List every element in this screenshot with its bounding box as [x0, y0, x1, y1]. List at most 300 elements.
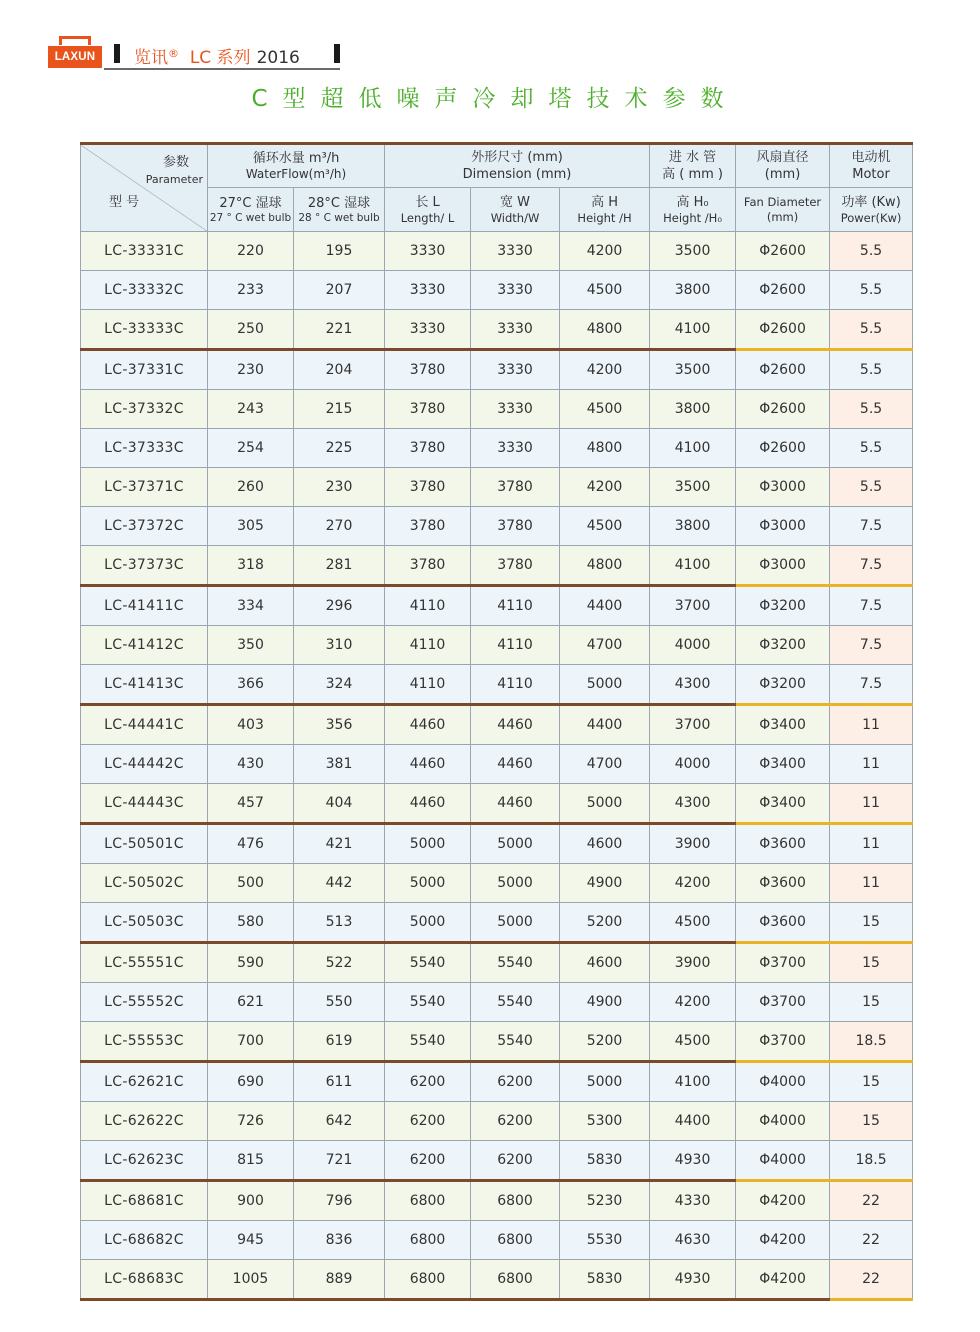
cell-inlet-height: 3700	[650, 586, 736, 626]
cell-inlet-height: 4500	[650, 1022, 736, 1062]
cell-fan-diameter: Φ3000	[736, 507, 830, 546]
cell-height: 5000	[560, 665, 650, 705]
power-en: Power(Kw)	[840, 210, 902, 225]
cell-width: 4110	[471, 586, 560, 626]
inlet-cn: 进 水 管	[668, 150, 717, 165]
cell-flow-27: 403	[208, 705, 294, 745]
width-cn: 宽 W	[500, 194, 531, 210]
cell-motor-power: 5.5	[830, 468, 913, 507]
cell-fan-diameter: Φ3700	[736, 1022, 830, 1062]
cell-model: LC-37371C	[81, 468, 208, 507]
cell-motor-power: 5.5	[830, 429, 913, 468]
cell-height: 4200	[560, 232, 650, 271]
table-row	[81, 1102, 913, 1141]
cell-fan-diameter: Φ3400	[736, 745, 830, 784]
cell-motor-power: 5.5	[830, 271, 913, 310]
cell-length: 3780	[385, 546, 471, 586]
cell-motor-power: 18.5	[830, 1022, 913, 1062]
cell-fan-diameter: Φ3200	[736, 586, 830, 626]
cell-flow-27: 500	[208, 864, 294, 903]
cell-motor-power: 15	[830, 1102, 913, 1141]
cell-motor-power: 22	[830, 1181, 913, 1221]
cell-length: 3780	[385, 468, 471, 507]
cell-inlet-height: 4500	[650, 903, 736, 943]
waterflow-header	[208, 144, 385, 188]
cell-motor-power: 11	[830, 745, 913, 784]
cell-flow-27: 350	[208, 626, 294, 665]
spec-table-body	[81, 232, 913, 1300]
cell-flow-28: 310	[294, 626, 385, 665]
table-row	[81, 824, 913, 864]
cell-model: LC-68682C	[81, 1221, 208, 1260]
series-year: 2016	[256, 48, 300, 68]
cell-flow-27: 254	[208, 429, 294, 468]
cell-flow-27: 457	[208, 784, 294, 824]
waterflow-cn: 循环水量 m³/h	[252, 151, 340, 166]
cell-flow-28: 642	[294, 1102, 385, 1141]
cell-width: 3780	[471, 546, 560, 586]
inlet-height-header	[650, 188, 736, 232]
width-en: Width/W	[490, 210, 540, 225]
cell-fan-diameter: Φ3600	[736, 824, 830, 864]
brand-label	[134, 40, 300, 68]
cell-motor-power: 7.5	[830, 586, 913, 626]
cell-width: 3780	[471, 468, 560, 507]
cell-width: 3330	[471, 271, 560, 310]
cell-motor-power: 15	[830, 1062, 913, 1102]
cell-motor-power: 15	[830, 983, 913, 1022]
cell-flow-27: 726	[208, 1102, 294, 1141]
cell-flow-28: 611	[294, 1062, 385, 1102]
cell-flow-27: 305	[208, 507, 294, 546]
logo-text: LAXUN	[48, 46, 102, 68]
cell-length: 5540	[385, 943, 471, 983]
cell-flow-28: 230	[294, 468, 385, 507]
cell-width: 3330	[471, 429, 560, 468]
dimension-cn: 外形尺寸 (mm)	[471, 150, 563, 165]
cell-flow-27: 318	[208, 546, 294, 586]
cell-inlet-height: 3500	[650, 350, 736, 390]
cell-flow-28: 721	[294, 1141, 385, 1181]
cell-length: 3780	[385, 350, 471, 390]
corner-header	[81, 144, 208, 232]
cell-model: LC-44441C	[81, 705, 208, 745]
cell-height: 4600	[560, 824, 650, 864]
table-row	[81, 271, 913, 310]
cell-flow-28: 195	[294, 232, 385, 271]
cell-flow-28: 296	[294, 586, 385, 626]
cell-motor-power: 7.5	[830, 626, 913, 665]
cell-height: 4800	[560, 546, 650, 586]
cell-length: 6200	[385, 1102, 471, 1141]
table-row	[81, 864, 913, 903]
cell-width: 3330	[471, 232, 560, 271]
table-row	[81, 350, 913, 390]
cell-inlet-height: 4300	[650, 665, 736, 705]
cell-flow-28: 889	[294, 1260, 385, 1300]
table-row	[81, 546, 913, 586]
cell-model: LC-55551C	[81, 943, 208, 983]
dimension-en: Dimension (mm)	[462, 167, 572, 182]
height-cn: 高 H	[591, 194, 618, 210]
cell-inlet-height: 4000	[650, 745, 736, 784]
cell-motor-power: 15	[830, 903, 913, 943]
cell-flow-27: 220	[208, 232, 294, 271]
cell-fan-diameter: Φ3600	[736, 903, 830, 943]
cell-width: 5540	[471, 943, 560, 983]
cell-motor-power: 11	[830, 705, 913, 745]
cell-fan-diameter: Φ2600	[736, 429, 830, 468]
cell-flow-27: 945	[208, 1221, 294, 1260]
table-row	[81, 903, 913, 943]
cell-length: 5000	[385, 903, 471, 943]
cell-width: 6800	[471, 1260, 560, 1300]
cell-length: 5000	[385, 864, 471, 903]
cell-width: 4110	[471, 626, 560, 665]
cell-height: 5200	[560, 903, 650, 943]
cell-length: 5540	[385, 1022, 471, 1062]
cell-width: 6200	[471, 1102, 560, 1141]
brand-name: 览讯	[134, 48, 168, 68]
cell-model: LC-68683C	[81, 1260, 208, 1300]
table-row	[81, 1062, 913, 1102]
cell-inlet-height: 4100	[650, 1062, 736, 1102]
cell-fan-diameter: Φ3200	[736, 665, 830, 705]
table-row	[81, 745, 913, 784]
cell-height: 4900	[560, 864, 650, 903]
cell-model: LC-44443C	[81, 784, 208, 824]
cell-motor-power: 5.5	[830, 350, 913, 390]
cell-inlet-height: 3800	[650, 271, 736, 310]
cell-fan-diameter: Φ3000	[736, 468, 830, 507]
cell-flow-28: 221	[294, 310, 385, 350]
cell-length: 4110	[385, 665, 471, 705]
cell-length: 3780	[385, 390, 471, 429]
fan-header	[736, 144, 830, 188]
cell-width: 3330	[471, 390, 560, 429]
cell-fan-diameter: Φ2600	[736, 271, 830, 310]
cell-fan-diameter: Φ3600	[736, 864, 830, 903]
cell-length: 5540	[385, 983, 471, 1022]
cell-flow-27: 580	[208, 903, 294, 943]
cell-model: LC-50501C	[81, 824, 208, 864]
cell-height: 5830	[560, 1141, 650, 1181]
spec-table	[80, 142, 913, 1301]
table-row	[81, 468, 913, 507]
cell-width: 6800	[471, 1181, 560, 1221]
height-en: Height /H	[577, 210, 632, 225]
length-header	[385, 188, 471, 232]
cell-height: 5230	[560, 1181, 650, 1221]
cell-model: LC-44442C	[81, 745, 208, 784]
cell-model: LC-41411C	[81, 586, 208, 626]
corner-param-en: Parameter	[145, 173, 203, 186]
cell-inlet-height: 4200	[650, 864, 736, 903]
cell-fan-diameter: Φ4000	[736, 1141, 830, 1181]
cell-motor-power: 22	[830, 1260, 913, 1300]
cell-flow-27: 1005	[208, 1260, 294, 1300]
series-name: LC 系列	[189, 48, 251, 68]
cell-flow-27: 900	[208, 1181, 294, 1221]
dimension-header	[385, 144, 650, 188]
brand-bar-right	[334, 44, 340, 63]
cell-model: LC-50503C	[81, 903, 208, 943]
cell-flow-27: 260	[208, 468, 294, 507]
cell-flow-28: 207	[294, 271, 385, 310]
cell-height: 4400	[560, 586, 650, 626]
cell-model: LC-33331C	[81, 232, 208, 271]
registered-mark: ®	[168, 47, 179, 60]
table-row	[81, 310, 913, 350]
cell-model: LC-62622C	[81, 1102, 208, 1141]
cell-flow-28: 513	[294, 903, 385, 943]
cell-model: LC-37373C	[81, 546, 208, 586]
cell-fan-diameter: Φ4200	[736, 1260, 830, 1300]
cell-flow-28: 442	[294, 864, 385, 903]
waterflow-en: WaterFlow(m³/h)	[245, 167, 347, 181]
cell-motor-power: 5.5	[830, 390, 913, 429]
cell-flow-28: 204	[294, 350, 385, 390]
cell-width: 4460	[471, 745, 560, 784]
cell-height: 4700	[560, 626, 650, 665]
wb27-en: 27 ° C wet bulb	[209, 211, 292, 224]
cell-width: 6800	[471, 1221, 560, 1260]
cell-flow-28: 215	[294, 390, 385, 429]
cell-length: 6200	[385, 1062, 471, 1102]
fan-en2: (mm)	[766, 209, 799, 224]
cell-height: 4900	[560, 983, 650, 1022]
cell-fan-diameter: Φ3000	[736, 546, 830, 586]
cell-flow-28: 381	[294, 745, 385, 784]
cell-length: 4460	[385, 705, 471, 745]
cell-model: LC-55553C	[81, 1022, 208, 1062]
table-row	[81, 943, 913, 983]
cell-model: LC-37331C	[81, 350, 208, 390]
cell-model: LC-68681C	[81, 1181, 208, 1221]
cell-model: LC-50502C	[81, 864, 208, 903]
cell-height: 4500	[560, 507, 650, 546]
cell-fan-diameter: Φ3400	[736, 705, 830, 745]
cell-flow-28: 225	[294, 429, 385, 468]
cell-inlet-height: 4400	[650, 1102, 736, 1141]
inlet-header	[650, 144, 736, 188]
cell-height: 5830	[560, 1260, 650, 1300]
brand-line	[104, 40, 340, 70]
cell-width: 5000	[471, 903, 560, 943]
cell-inlet-height: 3500	[650, 232, 736, 271]
cell-flow-27: 250	[208, 310, 294, 350]
wb27-cn: 27°C 湿球	[219, 195, 282, 211]
cell-model: LC-62623C	[81, 1141, 208, 1181]
cell-height: 5530	[560, 1221, 650, 1260]
cell-flow-28: 619	[294, 1022, 385, 1062]
cell-inlet-height: 4200	[650, 983, 736, 1022]
cell-inlet-height: 3900	[650, 824, 736, 864]
cell-fan-diameter: Φ4200	[736, 1221, 830, 1260]
cell-inlet-height: 3700	[650, 705, 736, 745]
cell-flow-28: 421	[294, 824, 385, 864]
wb28-en: 28 ° C wet bulb	[298, 211, 380, 224]
cell-length: 3330	[385, 271, 471, 310]
table-row	[81, 507, 913, 546]
cell-height: 4800	[560, 429, 650, 468]
inlet-height-cn: 高 H₀	[676, 194, 709, 210]
cell-inlet-height: 4100	[650, 546, 736, 586]
cell-height: 4200	[560, 468, 650, 507]
table-row	[81, 626, 913, 665]
cell-width: 5000	[471, 824, 560, 864]
cell-inlet-height: 4630	[650, 1221, 736, 1260]
power-cn: 功率 (Kw)	[841, 194, 901, 210]
motor-cn: 电动机	[851, 150, 891, 165]
cell-model: LC-33332C	[81, 271, 208, 310]
cell-inlet-height: 3500	[650, 468, 736, 507]
cell-width: 6200	[471, 1141, 560, 1181]
fan-diameter-header	[736, 188, 830, 232]
width-header	[471, 188, 560, 232]
fan-cn: 风扇直径	[756, 150, 809, 165]
cell-height: 5300	[560, 1102, 650, 1141]
table-row	[81, 784, 913, 824]
table-row	[81, 1260, 913, 1300]
cell-fan-diameter: Φ3700	[736, 983, 830, 1022]
cell-model: LC-41412C	[81, 626, 208, 665]
laxun-logo	[48, 36, 102, 68]
cell-length: 4110	[385, 586, 471, 626]
cell-model: LC-37332C	[81, 390, 208, 429]
cell-motor-power: 7.5	[830, 665, 913, 705]
cell-flow-27: 476	[208, 824, 294, 864]
cell-flow-28: 796	[294, 1181, 385, 1221]
cell-fan-diameter: Φ4200	[736, 1181, 830, 1221]
cell-inlet-height: 3900	[650, 943, 736, 983]
brand-bar-left	[114, 44, 120, 63]
cell-flow-28: 356	[294, 705, 385, 745]
cell-inlet-height: 4100	[650, 310, 736, 350]
cell-inlet-height: 3800	[650, 507, 736, 546]
wb27-header	[208, 188, 294, 232]
cell-length: 4110	[385, 626, 471, 665]
cell-height: 5000	[560, 784, 650, 824]
cell-motor-power: 11	[830, 784, 913, 824]
motor-header	[830, 144, 913, 188]
corner-param-cn: 参数	[162, 155, 189, 170]
cell-inlet-height: 4100	[650, 429, 736, 468]
cell-width: 4110	[471, 665, 560, 705]
cell-flow-28: 281	[294, 546, 385, 586]
cell-motor-power: 15	[830, 943, 913, 983]
cell-model: LC-37333C	[81, 429, 208, 468]
cell-fan-diameter: Φ2600	[736, 310, 830, 350]
cell-flow-27: 590	[208, 943, 294, 983]
cell-flow-27: 366	[208, 665, 294, 705]
cell-length: 4460	[385, 745, 471, 784]
cell-height: 4200	[560, 350, 650, 390]
cell-flow-28: 836	[294, 1221, 385, 1260]
cell-model: LC-33333C	[81, 310, 208, 350]
cell-length: 3330	[385, 310, 471, 350]
cell-flow-28: 522	[294, 943, 385, 983]
table-row	[81, 390, 913, 429]
cell-height: 5000	[560, 1062, 650, 1102]
cell-inlet-height: 4930	[650, 1141, 736, 1181]
cell-width: 4460	[471, 705, 560, 745]
cell-width: 3330	[471, 350, 560, 390]
table-row	[81, 586, 913, 626]
cell-inlet-height: 4930	[650, 1260, 736, 1300]
height-header	[560, 188, 650, 232]
table-row	[81, 1141, 913, 1181]
cell-width: 5540	[471, 1022, 560, 1062]
cell-flow-27: 334	[208, 586, 294, 626]
cell-motor-power: 7.5	[830, 546, 913, 586]
cell-flow-28: 404	[294, 784, 385, 824]
cell-inlet-height: 3800	[650, 390, 736, 429]
cell-width: 6200	[471, 1062, 560, 1102]
motor-en: Motor	[852, 167, 890, 182]
inlet-height-en: Height /H₀	[663, 210, 722, 225]
cell-motor-power: 11	[830, 824, 913, 864]
cell-fan-diameter: Φ2600	[736, 232, 830, 271]
cell-flow-27: 621	[208, 983, 294, 1022]
cell-length: 5000	[385, 824, 471, 864]
cell-width: 3330	[471, 310, 560, 350]
cell-inlet-height: 4330	[650, 1181, 736, 1221]
cell-length: 6800	[385, 1260, 471, 1300]
table-row	[81, 983, 913, 1022]
cell-fan-diameter: Φ3400	[736, 784, 830, 824]
length-en: Length/ L	[400, 210, 455, 225]
cell-model: LC-37372C	[81, 507, 208, 546]
cell-flow-27: 700	[208, 1022, 294, 1062]
cell-flow-27: 230	[208, 350, 294, 390]
wb28-cn: 28°C 湿球	[307, 195, 371, 211]
logo-frame	[59, 36, 91, 45]
cell-length: 6800	[385, 1181, 471, 1221]
cell-height: 4500	[560, 271, 650, 310]
wb28-header	[294, 188, 385, 232]
cell-width: 4460	[471, 784, 560, 824]
cell-inlet-height: 4300	[650, 784, 736, 824]
cell-length: 6800	[385, 1221, 471, 1260]
cell-motor-power: 11	[830, 864, 913, 903]
cell-length: 3330	[385, 232, 471, 271]
cell-length: 6200	[385, 1141, 471, 1181]
cell-height: 4800	[560, 310, 650, 350]
table-row	[81, 429, 913, 468]
cell-fan-diameter: Φ2600	[736, 350, 830, 390]
cell-length: 3780	[385, 429, 471, 468]
fan-en: Fan Diameter	[743, 194, 822, 209]
cell-flow-27: 815	[208, 1141, 294, 1181]
cell-motor-power: 7.5	[830, 507, 913, 546]
cell-length: 3780	[385, 507, 471, 546]
cell-motor-power: 18.5	[830, 1141, 913, 1181]
cell-width: 5540	[471, 983, 560, 1022]
cell-fan-diameter: Φ3200	[736, 626, 830, 665]
cell-flow-27: 430	[208, 745, 294, 784]
cell-inlet-height: 4000	[650, 626, 736, 665]
cell-fan-diameter: Φ3700	[736, 943, 830, 983]
page-title: C型超低噪声冷却塔技术参数	[251, 86, 739, 112]
cell-motor-power: 5.5	[830, 232, 913, 271]
cell-model: LC-55552C	[81, 983, 208, 1022]
cell-height: 4600	[560, 943, 650, 983]
table-row	[81, 1181, 913, 1221]
cell-width: 5000	[471, 864, 560, 903]
cell-fan-diameter: Φ4000	[736, 1102, 830, 1141]
cell-height: 5200	[560, 1022, 650, 1062]
